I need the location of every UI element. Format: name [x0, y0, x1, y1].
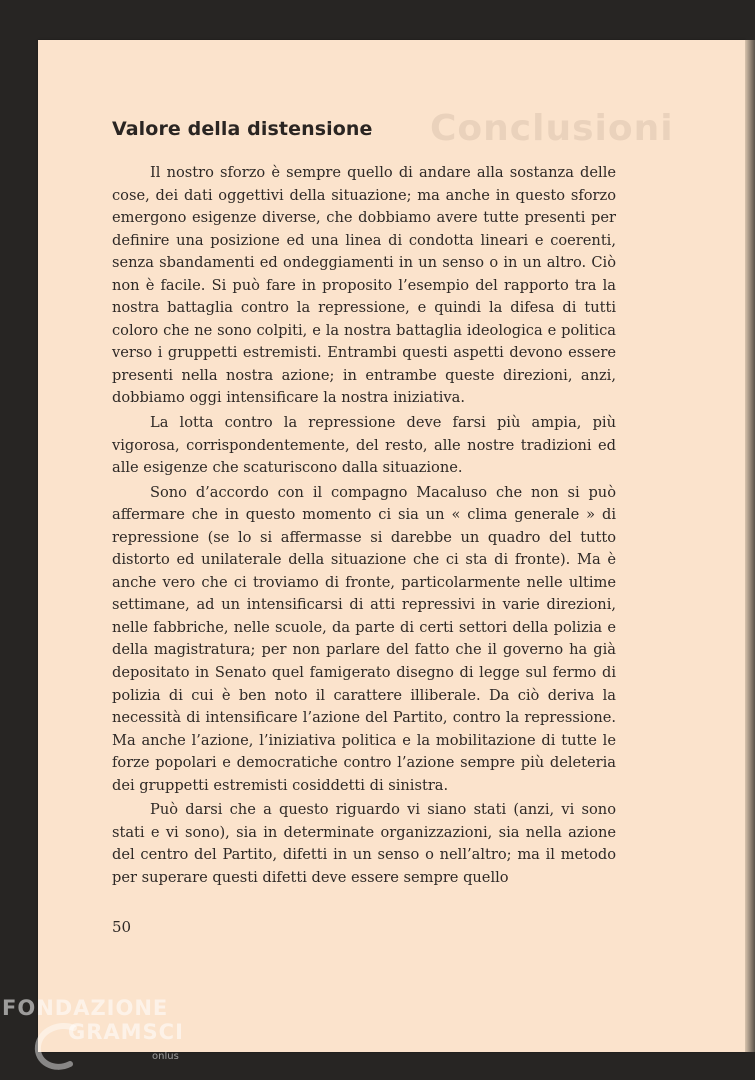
page-number: 50	[112, 918, 132, 936]
paragraph-4: Può darsi che a questo riguardo vi siano stati (anzi, vi sono stati e vi sono), sia in determinate organizzazioni, sia nella azione del centro del Partito, difetti in un senso o nell’altro; ma il metodo per superare questi difetti deve essere sempre quello	[112, 801, 616, 886]
watermark	[2, 996, 192, 1076]
show-through-text: Conclusioni	[430, 108, 674, 149]
body-text	[112, 162, 616, 890]
paragraph-3: Sono d’accordo con il compagno Macaluso che non si può affermare che in questo momento ci sia un « clima generale » di repressione (se lo si affermasse si darebbe un quadro del tutto distorto ed unilaterale della situazione che ci sta di fronte). Ma è anche vero che ci troviamo di fronte, particolarmente nelle ultime settimane, ad un intensificarsi di atti repressivi in varie direzioni, nelle fabbriche, nelle scuole, da parte di certi settori della polizia e della magistratura; per non parlare del fatto che il governo ha già depositato in Senato quel famigerato disegno di legge sul fermo di polizia di cui è ben noto il carattere illiberale. Da ciò deriva la necessità di intensificare l’azione del Partito, contro la repressione. Ma anche l’azione, l’iniziativa politica e la mobilitazione di tutte le forze popolari e democratiche contro l’azione sempre più deleteria dei gruppetti estremisti cosiddetti di sinistra.	[112, 483, 616, 794]
watermark-line-2: GRAMSCI	[68, 1020, 184, 1044]
watermark-suffix: onlus	[152, 1051, 179, 1062]
paragraph-1: Il nostro sforzo è sempre quello di andare alla sostanza delle cose, dei dati oggettivi della situazione; ma anche in questo sforzo emergono esigenze diverse, che dobbiamo avere tutte presenti per definire una posizione ed una linea di condotta lineari e coerenti, senza sbandamenti ed ondeggiamenti in un senso o in un altro. Ciò non è facile. Si può fare in proposito l’esempio del rapporto tra la nostra battaglia contro la repressione, e quindi la difesa di tutti coloro che ne sono colpiti, e la nostra battaglia ideologica e politica verso i gruppetti estremisti. Entrambi questi aspetti devono essere presenti nella nostra azione; in entrambe queste direzioni, anzi, dobbiamo oggi intensificare la nostra iniziativa.	[112, 164, 616, 407]
section-heading: Valore della distensione	[112, 118, 373, 140]
paragraph-2: La lotta contro la repressione deve farsi più ampia, più vigorosa, corrispondentemente, del resto, alle nostre tradizioni ed alle esigenze che scaturiscono dalla situazione.	[112, 414, 616, 477]
page-edge	[745, 40, 755, 1052]
watermark-line-1: FONDAZIONE	[2, 996, 169, 1020]
